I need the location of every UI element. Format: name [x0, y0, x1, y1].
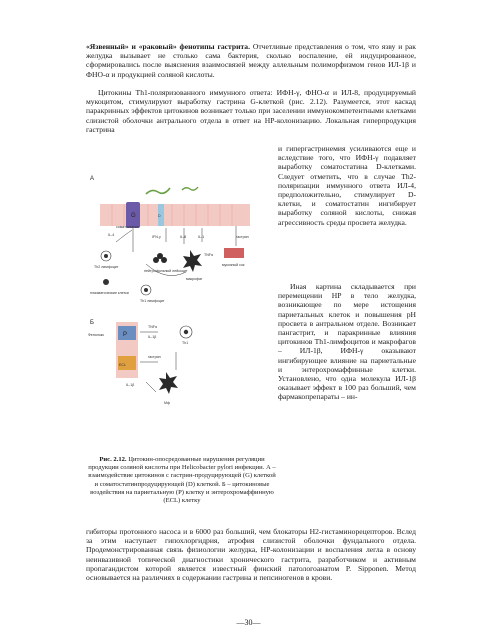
il1b-top-label: IL-1β [148, 335, 157, 339]
gastrin-label-a: гастрин [236, 235, 249, 239]
mucus-label: мукозный сок [222, 263, 245, 267]
macrophage-label: макрофаг [186, 277, 203, 281]
paragraph-2: Цитокины Th1-поляризованного иммунного ответа: ИФН-γ, ФНО-α и ИЛ-8, продуцируемый мукоцитом, стимулируют выработку гастрина G-клеткой (рис. 2.12). Разумеется, этот каскад паракринных эффектов цитокинов возникает только при заселении иммунокомпетентными клетками слизистой оболочки антрального отдела в ответ на HP-колонизацию. Локальная гиперпродукция гастрина [86, 88, 416, 134]
panel-b-label: Б [90, 320, 94, 326]
ifn-label: IFN-γ [152, 235, 161, 239]
paragraph-1 [86, 42, 416, 79]
plasma-label: плазматические клетки [90, 291, 129, 295]
g-cell-label: G [131, 213, 136, 219]
th2-label: Th2 лимфоцит [94, 265, 119, 269]
plasma-cell-icon [103, 279, 109, 285]
tnf-label-b: TNFα [148, 325, 158, 329]
il1-label: IL-1 [198, 235, 205, 239]
macrophage-b-icon [159, 372, 178, 394]
figure-caption [86, 456, 278, 505]
il8-label: IL-8 [180, 235, 187, 239]
gastric-gland-b [116, 322, 138, 378]
mf-label: Мф [164, 401, 170, 405]
figure-illustration [86, 172, 276, 454]
somatostatin-label: соматостатин [116, 225, 139, 229]
d-cell-label: D [158, 214, 161, 218]
paragraph-1-body: Отчетливые представления о том, что язву и рак желудка вызывает не столько сама бактерия, сколько воспаление, ей индуцированное, сформировались после выяснения взаимосвязей между аллельным полиморфизмом генов ИЛ-1β и ФНО-α и продукцией соляной кислоты. [86, 42, 416, 79]
ecl-cell-label: ECL [119, 363, 126, 367]
neutrophil-icon [153, 253, 167, 263]
panel-a-label: A [90, 176, 95, 182]
caption-number: Рис. 2.12. [99, 456, 127, 463]
right-column-text-1: и гипергастринемия усиливаются еще и вследствие того, что ИФН-γ подавляет выработку соматостатина D-клетками. Следует отметить, что в случае Th2-поляризации иммунного ответа ИЛ-4, предположительно, стимулирует D-клетки, и соматостатин ингибирует выработку соляной кислоты, снижая агрессивность среды просвета желудка. [278, 144, 416, 227]
bacteria [146, 187, 198, 194]
th1-label: Th1 лимфоцит [140, 299, 165, 303]
gastrin-label-b: гастрин [148, 355, 161, 359]
fenol-label: Фенолокс [88, 333, 105, 337]
il1b-bottom-label: IL-1β [126, 383, 135, 387]
il4-label: IL-4 [108, 233, 115, 237]
caption-text: Цитокин-опосредованные нарушения регуляции продукции соляной кислоты при Helicobacter pylori инфекции. А – взаимодействие цитокинов с гастрин-продуцирующей (G) клеткой и соматостатинпродуцирующей (D) клеткой. Б – цитокиновые воздействия на париетальную (P) клетку и энтерохромаффинную (ECL) клетку [88, 456, 276, 505]
th1-b-label: Th1 [182, 341, 189, 345]
paragraph-3: гибиторы протонного насоса и в 6000 раз больший, чем блокаторы H2-гистаминорецепторов. Вслед за этим наступает гипохлоргидрия, атрофия слизистой оболочки фундального отдела. Продемонстрированная связь физиологии желудка, HP-колонизации и воспаления легла в основу неинвазивной топической диагностики хронического гастрита, разработчиком и активным пропагандистом которой является известный финский патологоанатом P. Sipponen. Метод основывается на различиях в содержании гастрина и пепсиногенов в крови. [86, 527, 416, 583]
figure-2-12 [86, 172, 276, 454]
mucus-icon [224, 248, 244, 258]
right-column-text-2: Иная картина складывается при перемещении HP в тело желудка, возникающее по мере истощения париетальных клеток и повышения pH просвета в антральном отделе. Возникает пангастрит, и паракринные влияния цитокинов Th1-лимфоцитов и макрофагов – ИЛ-1β, ИФН-γ оказывают ингибирующее влияние на париетальные и энтерохромаффинные клетки. Установлено, что одна молекула ИЛ-1β оказывает эффект в 100 раз больший, чем фармакопрепараты – ин- [278, 282, 416, 402]
page-number: —30— [236, 618, 261, 627]
p-cell-label: P [123, 332, 128, 338]
tnf-label: TNFα [204, 253, 214, 257]
neutrophil-label: нейтрофильный лейкоцит [144, 269, 188, 273]
paragraph-1-lead: «Язвенный» и «раковый» фенотипы гастрита. [86, 42, 250, 51]
